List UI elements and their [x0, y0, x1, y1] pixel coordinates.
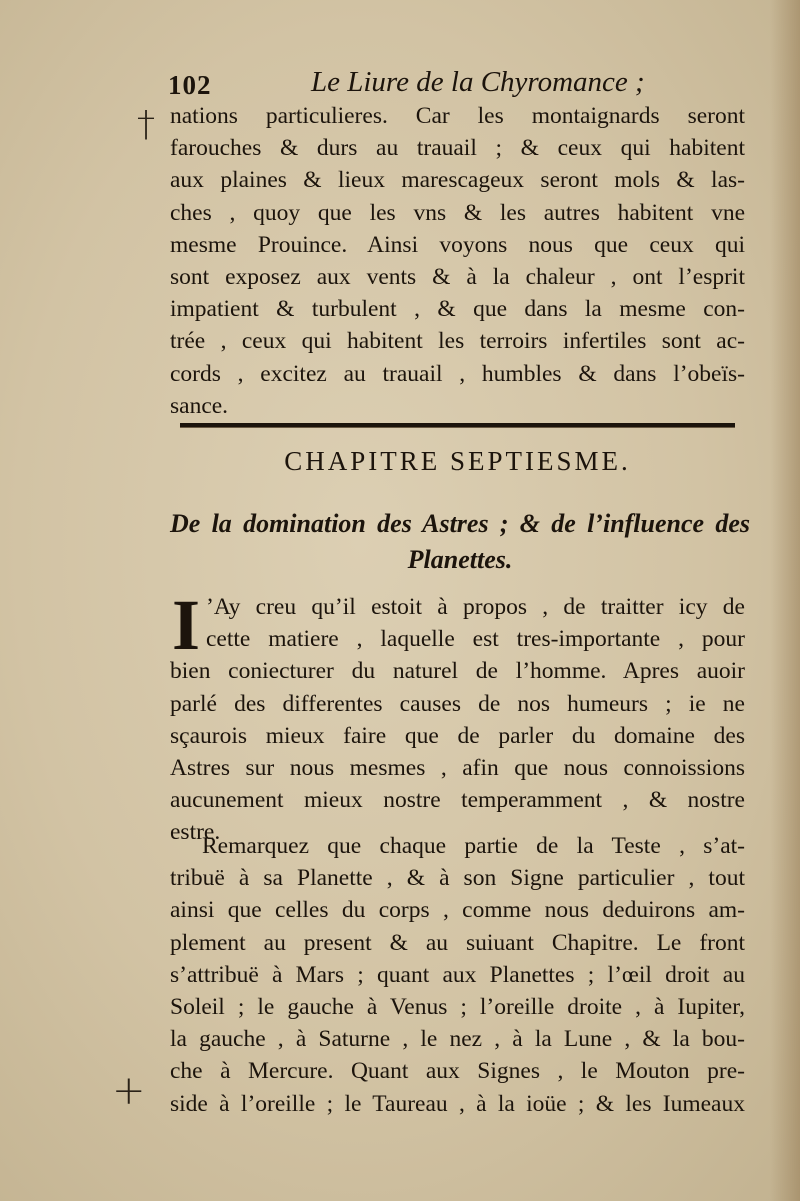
text-line: plement au present & au suiuant Chapitre. Le front: [170, 929, 745, 956]
text-line: impatient & turbulent , & que dans la mesme con-: [170, 296, 745, 323]
paragraph-body: [170, 830, 745, 1120]
text-line: Remarquez que chaque partie de la Teste , s’at-: [202, 833, 745, 859]
text-line: cette matiere , laquelle est tres-importante , pour: [206, 626, 745, 653]
text-line: ches , quoy que les vns & les autres habitent vne: [170, 199, 745, 226]
text-line: s’attribuë à Mars ; quant aux Planettes ; l’œil droit au: [170, 961, 745, 988]
text-line: bien coniecturer du naturel de l’homme. Apres auoir: [170, 658, 745, 685]
text-line: sont exposez aux vents & à la chaleur , ont l’esprit: [170, 263, 745, 290]
paragraph-opening: [170, 585, 745, 849]
text-line: tribuë à sa Planette , & à son Signe particulier , tout: [170, 865, 745, 892]
text-line: aux plaines & lieux marescageux seront mols & las-: [170, 167, 745, 194]
text-line: ainsi que celles du corps , comme nous deduirons am-: [170, 897, 745, 924]
text-line: sance.: [170, 392, 229, 419]
chapter-divider-rule: [180, 423, 735, 428]
text-line: Soleil ; le gauche à Venus ; l’oreille droite , à Iupiter,: [170, 993, 745, 1020]
text-line: side à l’oreille ; le Taureau , à la ioüe ; & les Iumeaux: [170, 1090, 745, 1117]
text-line: la gauche , à Saturne , le nez , à la Lune , & la bou-: [170, 1026, 745, 1053]
text-line: mesme Prouince. Ainsi voyons nous que ceux qui: [170, 231, 745, 258]
drop-cap: I: [172, 585, 201, 665]
text-line: parlé des differentes causes de nos humeurs ; ie ne: [170, 690, 745, 717]
chapter-subtitle-line: Planettes.: [407, 545, 513, 574]
text-line: Astres sur nous mesmes , afin que nous connoissions: [170, 754, 745, 781]
chapter-subtitle-line: De la domination des Astres ; & de l’influence des: [170, 509, 750, 538]
margin-cross-mark: +: [112, 1068, 146, 1114]
text-line: cords , excitez au trauail , humbles & dans l’obeïs-: [170, 360, 745, 387]
running-title: Le Liure de la Chyromance ;: [311, 66, 645, 98]
chapter-heading: CHAPITRE SEPTIESME.: [284, 446, 631, 476]
text-line: aucunement mieux nostre temperamment , & nostre: [170, 787, 745, 814]
text-line: ’Ay creu qu’il estoit à propos , de traitter icy de: [206, 594, 745, 620]
text-line: estre.: [170, 819, 221, 846]
page-number: 102: [168, 70, 212, 100]
text-line: nations particulieres. Car les montaignards seront: [170, 103, 745, 129]
text-line: che à Mercure. Quant aux Signes , le Mouton pre-: [170, 1058, 745, 1085]
text-line: farouches & durs au trauail ; & ceux qui habitent: [170, 135, 745, 162]
margin-cross-mark: †: [137, 104, 155, 145]
paragraph-continuation: [170, 100, 745, 422]
text-line: trée , ceux qui habitent les terroirs infertiles sont ac-: [170, 328, 745, 355]
text-line: sçaurois mieux faire que de parler du domaine des: [170, 722, 745, 749]
chapter-subtitle: [170, 506, 750, 578]
